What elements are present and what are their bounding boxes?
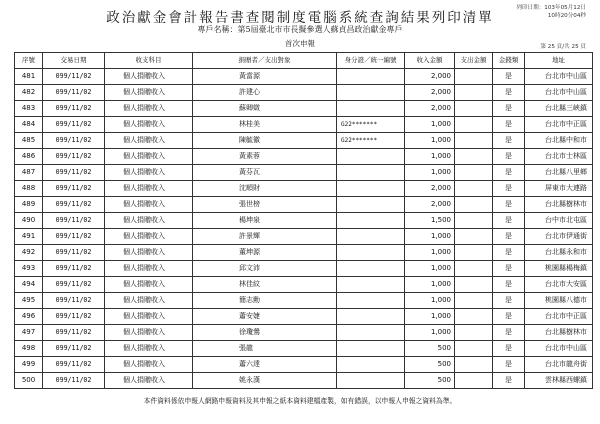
income-category: 個人捐贈收入 [105, 133, 193, 149]
cash-flag: 是 [493, 229, 525, 245]
row-number: 498 [15, 341, 43, 357]
income-amount: 1,000 [405, 133, 455, 149]
row-number: 493 [15, 261, 43, 277]
row-number: 482 [15, 85, 43, 101]
income-amount: 2,000 [405, 69, 455, 85]
donor-id [337, 277, 405, 293]
donor-id [337, 181, 405, 197]
cash-flag: 是 [493, 165, 525, 181]
income-category: 個人捐贈收入 [105, 197, 193, 213]
print-date: 列印日期：103年05月12日 [516, 5, 586, 11]
expense-amount [455, 133, 493, 149]
cash-flag: 是 [493, 373, 525, 389]
row-number: 500 [15, 373, 43, 389]
table-row [15, 101, 593, 117]
table-row [15, 149, 593, 165]
table-row [15, 117, 593, 133]
donor-address: 台北市中山區 [525, 341, 593, 357]
income-category: 個人捐贈收入 [105, 69, 193, 85]
transaction-date: 099/11/02 [43, 197, 105, 213]
row-number: 481 [15, 69, 43, 85]
transaction-date: 099/11/02 [43, 133, 105, 149]
table-row [15, 261, 593, 277]
income-amount: 1,000 [405, 229, 455, 245]
expense-amount [455, 197, 493, 213]
income-category: 個人捐贈收入 [105, 261, 193, 277]
transaction-date: 099/11/02 [43, 293, 105, 309]
donor-name: 蕭安婕 [193, 309, 337, 325]
row-number: 483 [15, 101, 43, 117]
income-category: 個人捐贈收入 [105, 117, 193, 133]
expense-amount [455, 293, 493, 309]
donor-name: 姚永漢 [193, 373, 337, 389]
income-category: 個人捐贈收入 [105, 293, 193, 309]
income-category: 個人捐贈收入 [105, 149, 193, 165]
income-amount: 1,000 [405, 277, 455, 293]
donor-address: 屏東市大連路 [525, 181, 593, 197]
donor-id [337, 165, 405, 181]
donor-address: 台北縣樹林市 [525, 325, 593, 341]
donor-id [337, 357, 405, 373]
income-amount: 1,000 [405, 309, 455, 325]
donor-address: 台北市中山區 [525, 85, 593, 101]
income-amount: 1,000 [405, 149, 455, 165]
income-category: 個人捐贈收入 [105, 165, 193, 181]
income-category: 個人捐贈收入 [105, 309, 193, 325]
income-category: 個人捐贈收入 [105, 245, 193, 261]
row-number: 496 [15, 309, 43, 325]
table-row [15, 373, 593, 389]
income-amount: 1,000 [405, 245, 455, 261]
table-row [15, 197, 593, 213]
cash-flag: 是 [493, 213, 525, 229]
expense-amount [455, 117, 493, 133]
transaction-date: 099/11/02 [43, 325, 105, 341]
donor-name: 黃素蓉 [193, 149, 337, 165]
donor-name: 黃當源 [193, 69, 337, 85]
donor-name: 邱文沛 [193, 261, 337, 277]
table-row [15, 277, 593, 293]
transaction-date: 099/11/02 [43, 85, 105, 101]
donor-address: 台北市中山區 [525, 69, 593, 85]
income-category: 個人捐贈收入 [105, 229, 193, 245]
transaction-date: 099/11/02 [43, 373, 105, 389]
donor-name: 黃芬瓦 [193, 165, 337, 181]
donor-name: 許建心 [193, 85, 337, 101]
donor-address: 台北市中正區 [525, 309, 593, 325]
income-amount: 500 [405, 373, 455, 389]
income-category: 個人捐贈收入 [105, 101, 193, 117]
transaction-date: 099/11/02 [43, 213, 105, 229]
table-row [15, 69, 593, 85]
income-amount: 1,000 [405, 117, 455, 133]
transaction-date: 099/11/02 [43, 69, 105, 85]
table-row [15, 85, 593, 101]
income-amount: 500 [405, 357, 455, 373]
donor-name: 沈順財 [193, 181, 337, 197]
footer-note: 本件資料係依申報人網路申報資料及其申報之紙本資料建檔產製，如有錯誤，以申報人申報之資料為準。 [143, 397, 457, 405]
col-header-no: 序號 [15, 53, 43, 69]
donor-address: 台北市大安區 [525, 277, 593, 293]
table-body [15, 69, 593, 389]
table-row [15, 213, 593, 229]
cash-flag: 是 [493, 325, 525, 341]
transaction-date: 099/11/02 [43, 309, 105, 325]
table-row [15, 341, 593, 357]
expense-amount [455, 309, 493, 325]
income-category: 個人捐贈收入 [105, 373, 193, 389]
cash-flag: 是 [493, 133, 525, 149]
donor-id: G22******* [337, 133, 405, 149]
donor-id [337, 229, 405, 245]
transaction-date: 099/11/02 [43, 357, 105, 373]
donor-address: 台北縣中和市 [525, 133, 593, 149]
income-amount: 2,000 [405, 85, 455, 101]
income-amount: 1,000 [405, 165, 455, 181]
expense-amount [455, 101, 493, 117]
donor-name: 林佳紋 [193, 277, 337, 293]
income-amount: 1,000 [405, 325, 455, 341]
row-number: 490 [15, 213, 43, 229]
donor-id [337, 69, 405, 85]
table-row [15, 229, 593, 245]
expense-amount [455, 69, 493, 85]
income-category: 個人捐贈收入 [105, 325, 193, 341]
cash-flag: 是 [493, 85, 525, 101]
row-number: 499 [15, 357, 43, 373]
donor-address: 台北市龍舟街 [525, 357, 593, 373]
donor-address: 台北縣八里鄉 [525, 165, 593, 181]
row-number: 485 [15, 133, 43, 149]
income-amount: 2,000 [405, 101, 455, 117]
cash-flag: 是 [493, 69, 525, 85]
income-amount: 1,000 [405, 261, 455, 277]
transaction-date: 099/11/02 [43, 101, 105, 117]
donor-address: 台北縣樹林市 [525, 197, 593, 213]
expense-amount [455, 261, 493, 277]
expense-amount [455, 229, 493, 245]
donor-name: 林桂美 [193, 117, 337, 133]
cash-flag: 是 [493, 117, 525, 133]
cash-flag: 是 [493, 277, 525, 293]
transaction-date: 099/11/02 [43, 229, 105, 245]
transaction-date: 099/11/02 [43, 261, 105, 277]
donor-name: 陳毓徽 [193, 133, 337, 149]
donor-id [337, 261, 405, 277]
row-number: 488 [15, 181, 43, 197]
donor-address: 雲林縣西螺鎮 [525, 373, 593, 389]
donor-id [337, 293, 405, 309]
col-header-cash: 金錢類 [493, 53, 525, 69]
transaction-date: 099/11/02 [43, 165, 105, 181]
col-header-donor: 捐贈者／支出對象 [193, 53, 337, 69]
row-number: 495 [15, 293, 43, 309]
account-name: 專戶名稱：第5屆臺北市市長擬參選人蘇貞昌政治獻金專戶 [197, 25, 403, 34]
table-row [15, 309, 593, 325]
col-header-income: 收入金額 [405, 53, 455, 69]
cash-flag: 是 [493, 197, 525, 213]
expense-amount [455, 245, 493, 261]
cash-flag: 是 [493, 341, 525, 357]
donor-name: 張世榜 [193, 197, 337, 213]
donor-address: 桃園縣楊梅鎮 [525, 261, 593, 277]
cash-flag: 是 [493, 309, 525, 325]
income-amount: 500 [405, 341, 455, 357]
donor-id: G22******* [337, 117, 405, 133]
donor-id [337, 101, 405, 117]
donor-address: 台中市北屯區 [525, 213, 593, 229]
expense-amount [455, 85, 493, 101]
table-row [15, 357, 593, 373]
print-time: 10時20分04秒 [547, 13, 586, 19]
donor-id [337, 149, 405, 165]
donor-address: 台北縣永和市 [525, 245, 593, 261]
expense-amount [455, 213, 493, 229]
income-category: 個人捐贈收入 [105, 213, 193, 229]
cash-flag: 是 [493, 245, 525, 261]
income-amount: 1,500 [405, 213, 455, 229]
cash-flag: 是 [493, 101, 525, 117]
donor-id [337, 341, 405, 357]
expense-amount [455, 341, 493, 357]
income-category: 個人捐贈收入 [105, 357, 193, 373]
income-category: 個人捐贈收入 [105, 277, 193, 293]
cash-flag: 是 [493, 181, 525, 197]
transaction-date: 099/11/02 [43, 149, 105, 165]
row-number: 492 [15, 245, 43, 261]
row-number: 486 [15, 149, 43, 165]
expense-amount [455, 277, 493, 293]
income-amount: 2,000 [405, 181, 455, 197]
table-row [15, 165, 593, 181]
donor-name: 許景輝 [193, 229, 337, 245]
col-header-expense: 支出金額 [455, 53, 493, 69]
cash-flag: 是 [493, 261, 525, 277]
donor-id [337, 309, 405, 325]
table-row [15, 245, 593, 261]
donor-name: 徐瓊鶯 [193, 325, 337, 341]
transaction-date: 099/11/02 [43, 245, 105, 261]
cash-flag: 是 [493, 293, 525, 309]
expense-amount [455, 165, 493, 181]
col-header-date: 交易日期 [43, 53, 105, 69]
income-category: 個人捐贈收入 [105, 181, 193, 197]
transaction-date: 099/11/02 [43, 181, 105, 197]
table-header-row [15, 53, 593, 69]
row-number: 487 [15, 165, 43, 181]
donor-name: 蘇卿媺 [193, 101, 337, 117]
donor-name: 董坤源 [193, 245, 337, 261]
row-number: 484 [15, 117, 43, 133]
donor-name: 楊坤泉 [193, 213, 337, 229]
donor-id [337, 325, 405, 341]
donor-address: 台北市士林區 [525, 149, 593, 165]
donation-table [14, 52, 593, 389]
cash-flag: 是 [493, 357, 525, 373]
cash-flag: 是 [493, 149, 525, 165]
income-category: 個人捐贈收入 [105, 85, 193, 101]
donor-id [337, 85, 405, 101]
col-header-type: 收支科目 [105, 53, 193, 69]
donor-address: 台北市伊通街 [525, 229, 593, 245]
row-number: 494 [15, 277, 43, 293]
table-row [15, 293, 593, 309]
row-number: 497 [15, 325, 43, 341]
transaction-date: 099/11/02 [43, 277, 105, 293]
report-type: 首次申報 [285, 39, 315, 48]
col-header-id: 身分證／統一編號 [337, 53, 405, 69]
table-row [15, 133, 593, 149]
expense-amount [455, 149, 493, 165]
donor-id [337, 373, 405, 389]
row-number: 491 [15, 229, 43, 245]
donor-id [337, 245, 405, 261]
table-row [15, 181, 593, 197]
col-header-address: 地址 [525, 53, 593, 69]
transaction-date: 099/11/02 [43, 341, 105, 357]
income-amount: 1,000 [405, 293, 455, 309]
income-category: 個人捐贈收入 [105, 341, 193, 357]
donor-name: 簡志勳 [193, 293, 337, 309]
table-row [15, 325, 593, 341]
income-amount: 2,000 [405, 197, 455, 213]
donor-address: 台北市中正區 [525, 117, 593, 133]
expense-amount [455, 181, 493, 197]
expense-amount [455, 325, 493, 341]
page-info: 第 25 頁/共 25 頁 [540, 44, 586, 50]
donor-name: 蕭六達 [193, 357, 337, 373]
donor-address: 桃園縣八德市 [525, 293, 593, 309]
donor-name: 張龍 [193, 341, 337, 357]
donor-id [337, 213, 405, 229]
donor-address: 台北縣三峽鎮 [525, 101, 593, 117]
expense-amount [455, 357, 493, 373]
row-number: 489 [15, 197, 43, 213]
transaction-date: 099/11/02 [43, 117, 105, 133]
expense-amount [455, 373, 493, 389]
donor-id [337, 197, 405, 213]
report-title: 政治獻金會計報告書查閱制度電腦系統查詢結果列印清單 [106, 10, 494, 26]
